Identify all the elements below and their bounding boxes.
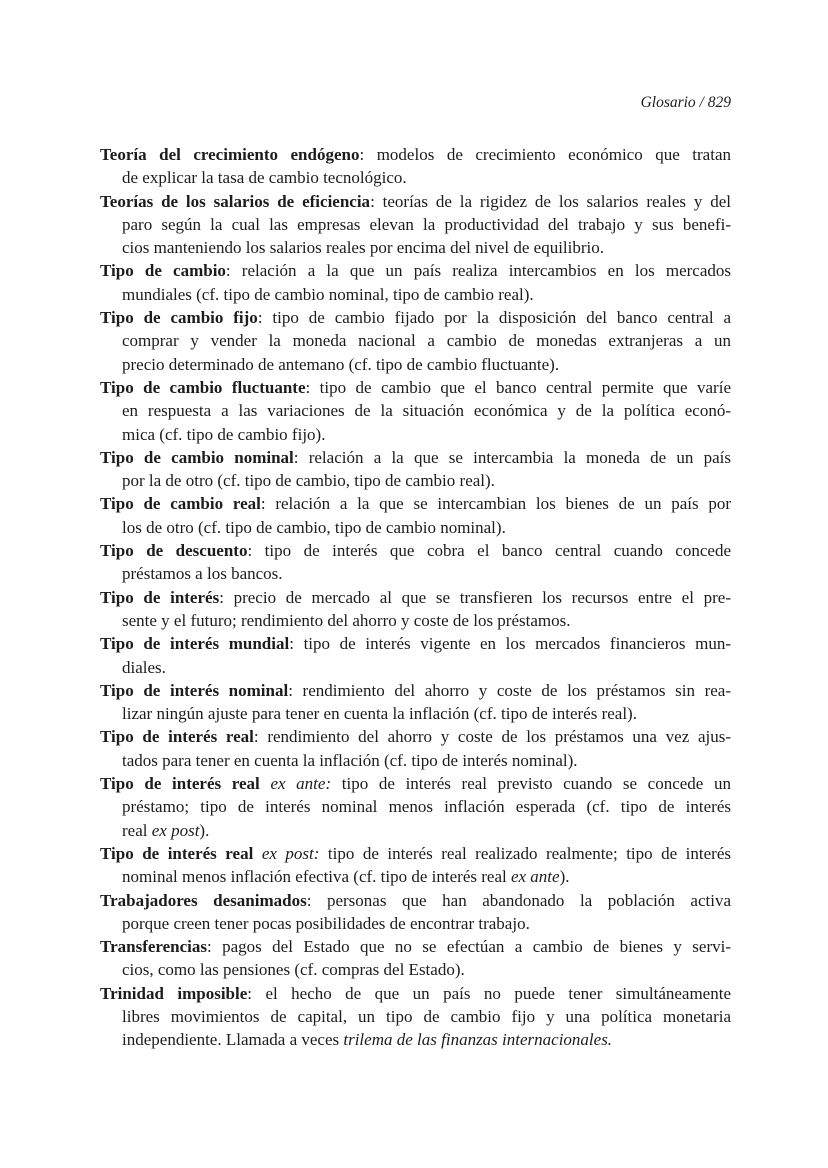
entry-definition-text: precio determinado de antemano (cf. tipo de cambio fluctuante). [122,354,560,374]
glossary-entry [100,889,731,936]
entry-continuation-line [122,1028,731,1051]
entry-term: Tipo de interés [100,587,220,607]
entry-continuation-line [122,166,731,189]
entry-definition-text: tipo de interés real realizado realmente; tipo de interés [319,843,731,863]
running-head: Glosario / 829 [640,94,731,111]
entry-definition-text: por la de otro (cf. tipo de cambio, tipo de cambio real). [122,471,495,491]
entry-term: Tipo de interés nominal [100,680,289,700]
entry-term: Tipo de cambio [100,261,226,281]
entry-definition-text: : modelos de crecimiento económico que tratan [359,145,731,164]
entry-definition-text: comprar y vender la moneda nacional a cambio de monedas extranjeras a un [122,331,731,351]
entry-definition-text: : relación a la que se intercambian los bienes de un país por [260,494,731,514]
entry-first-line [100,190,731,213]
italic-text: ex ante [510,867,560,887]
entry-continuation-line [122,656,731,679]
glossary-entry [100,586,731,633]
entry-first-line [100,679,731,702]
entry-definition-text: : rendimiento del ahorro y coste de los préstamos sin rea- [288,680,731,700]
entry-first-line [100,539,731,562]
entry-term: Trabajadores desanimados [100,890,307,910]
entry-continuation-line [122,912,731,935]
entry-first-line [100,376,731,399]
entry-definition-text: cios, como las pensiones (cf. compras del Estado). [122,960,465,980]
entry-definition-text: : relación a la que se intercambia la moneda de un país [293,447,731,467]
entry-continuation-line [122,236,731,259]
entry-continuation-line [122,958,731,981]
entry-continuation-line [122,399,731,422]
glossary-entry [100,842,731,889]
entry-definition-text: : tipo de cambio fijado por la disposición del banco central a [257,308,732,328]
entry-definition-text: real [122,820,152,840]
entry-continuation-line [122,469,731,492]
entry-definition-text: : relación a la que un país realiza intercambios en los mercados [225,261,732,281]
entry-definition-text: libres movimientos de capital, un tipo de cambio fijo y una política monetaria [122,1006,731,1026]
entry-continuation-line [122,423,731,446]
entry-term: Tipo de cambio fijo [100,308,258,328]
entry-definition-text: : teorías de la rigidez de los salarios reales y del [370,191,731,211]
entry-definition-text: ). [199,820,210,840]
entry-definition-text: ). [559,867,570,887]
entry-term: Tipo de cambio fluctuante [100,377,306,397]
entry-definition-text: paro según la cual las empresas elevan la productividad del trabajo y sus benefi- [122,214,731,234]
italic-text: trilema de las finanzas internacionales. [343,1030,613,1050]
entry-definition-text: : tipo de interés que cobra el banco central cuando concede [247,541,731,561]
entry-definition-text: : precio de mercado al que se transfieren los recursos entre el pre- [219,587,731,607]
glossary-entry [100,143,731,190]
entry-first-line [100,889,731,912]
entry-continuation-line [122,795,731,818]
glossary-entry [100,492,731,539]
glossary-entry [100,632,731,679]
glossary-entry [100,679,731,726]
entry-definition-text: : rendimiento del ahorro y coste de los préstamos una vez ajus- [253,727,731,747]
entry-definition-text: : el hecho de que un país no puede tener simultáneamente [247,983,731,1003]
entry-definition-text: los de otro (cf. tipo de cambio, tipo de cambio nominal). [122,517,506,537]
entry-definition-text: de explicar la tasa de cambio tecnológico. [122,168,407,188]
glossary-entry [100,446,731,493]
entry-continuation-line [122,283,731,306]
entry-term: Teorías de los salarios de eficiencia [100,191,371,211]
entry-definition-text: en respuesta a las variaciones de la situación económica y de la política econó- [122,401,731,421]
entry-term: Tipo de descuento [100,541,248,561]
entry-continuation-line [122,329,731,352]
entry-first-line [100,772,731,795]
entry-definition-text: nominal menos inflación efectiva (cf. tipo de interés real [122,867,511,887]
entry-first-line [100,492,731,515]
glossary-entry [100,306,731,376]
glossary-entry [100,935,731,982]
entry-definition-text: tipo de interés real previsto cuando se concede un [331,774,732,794]
italic-text: ex ante: [270,774,332,794]
entry-definition-text: : pagos del Estado que no se efectúan a cambio de bienes y servi- [207,937,731,957]
entry-continuation-line [122,865,731,888]
glossary-entry [100,376,731,446]
entry-definition-text: mica (cf. tipo de cambio fijo). [122,424,326,444]
entry-definition-text: lizar ningún ajuste para tener en cuenta la inflación (cf. tipo de interés real). [122,704,637,724]
entry-continuation-line [122,819,731,842]
entry-first-line [100,259,731,282]
italic-text: ex post: [261,843,320,863]
entry-term: Tipo de interés mundial [100,634,290,654]
glossary-entry [100,190,731,260]
entry-term: Teoría del crecimiento endógeno [100,145,360,164]
entry-definition-text: porque creen tener pocas posibilidades de encontrar trabajo. [122,913,530,933]
glossary-entry [100,725,731,772]
entry-first-line [100,935,731,958]
entry-definition-text: cios manteniendo los salarios reales por encima del nivel de equilibrio. [122,238,604,258]
entry-continuation-line [122,1005,731,1028]
entry-continuation-line [122,749,731,772]
entry-first-line [100,725,731,748]
entry-term: Tipo de interés real [100,774,271,794]
entry-first-line [100,586,731,609]
entry-first-line [100,632,731,655]
entry-continuation-line [122,609,731,632]
entry-term: Transferencias [100,937,208,957]
entry-term: Tipo de cambio real [100,494,261,514]
entry-definition-text: diales. [122,657,166,677]
entry-definition-text: sente y el futuro; rendimiento del ahorro y coste de los préstamos. [122,610,571,630]
entry-first-line [100,143,731,166]
entry-definition-text: independiente. Llamada a veces [122,1030,344,1050]
italic-text: ex post [151,820,200,840]
entry-term: Tipo de interés real [100,727,254,747]
entry-definition-text: tados para tener en cuenta la inflación (cf. tipo de interés nominal). [122,750,578,770]
entry-term: Tipo de cambio nominal [100,447,294,467]
entry-term: Tipo de interés real [100,843,262,863]
entry-first-line [100,842,731,865]
entry-definition-text: : tipo de interés vigente en los mercados financieros mun- [289,634,731,654]
entry-term: Trinidad imposible [100,983,248,1003]
glossary-entry [100,772,731,842]
entry-definition-text: : personas que han abandonado la población activa [306,890,731,910]
glossary-entry [100,539,731,586]
entry-first-line [100,306,731,329]
entry-continuation-line [122,562,731,585]
entry-continuation-line [122,213,731,236]
entry-first-line [100,446,731,469]
entry-definition-text: : tipo de cambio que el banco central permite que varíe [305,377,731,397]
entry-definition-text: mundiales (cf. tipo de cambio nominal, tipo de cambio real). [122,284,534,304]
glossary-body [100,143,731,1052]
entry-definition-text: préstamo; tipo de interés nominal menos inflación esperada (cf. tipo de interés [122,797,731,817]
entry-continuation-line [122,516,731,539]
glossary-entry [100,259,731,306]
entry-continuation-line [122,702,731,725]
glossary-entry [100,982,731,1052]
entry-continuation-line [122,353,731,376]
entry-definition-text: préstamos a los bancos. [122,564,283,584]
entry-first-line [100,982,731,1005]
